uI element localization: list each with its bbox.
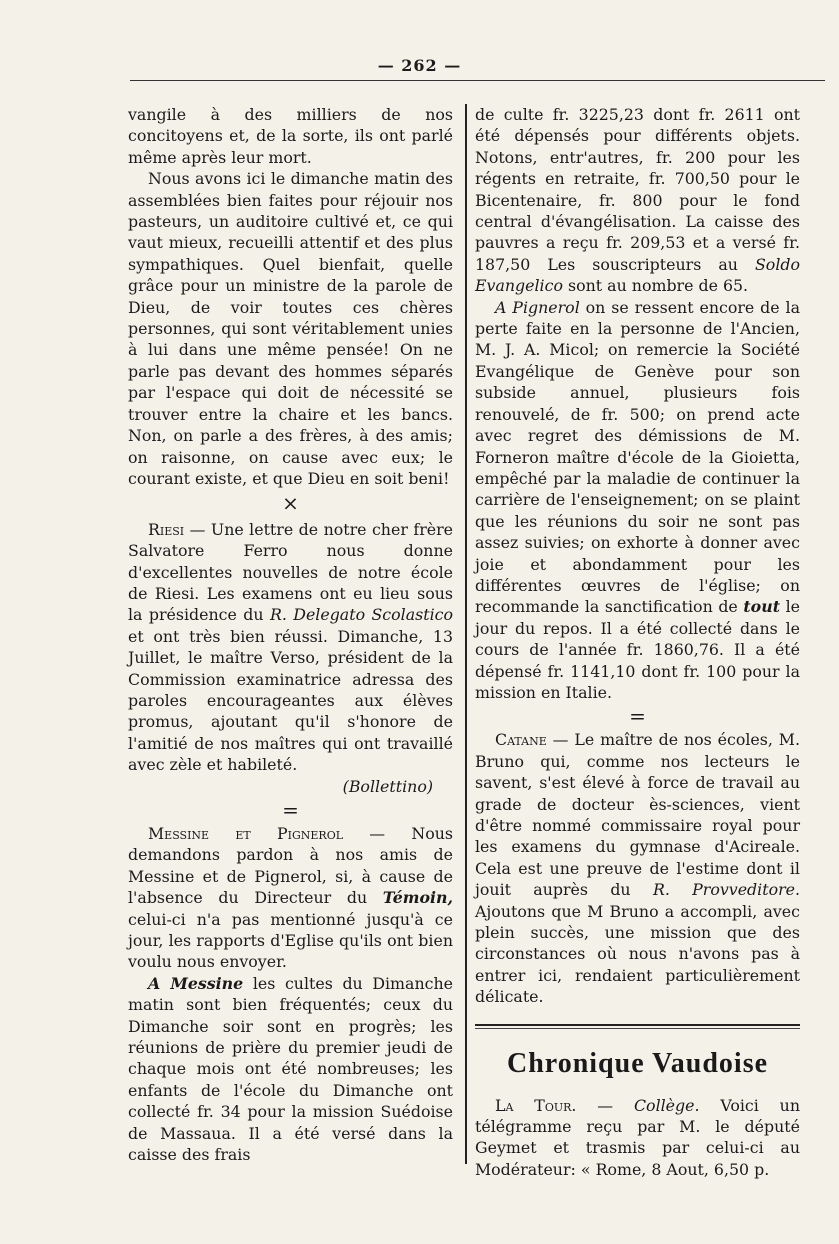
- article-la-tour: La Tour. — Collège. Voici un télégramme reçu par M. le député Geymet et trasmis par celui-ci au Modérateur: « Rome, 8 Aout, 6,50 p.: [475, 1095, 801, 1179]
- section-cross-ornament: ×: [282, 491, 299, 516]
- column-divider: [465, 104, 467, 1164]
- section-heading: Chronique Vaudoise: [506, 1047, 769, 1079]
- right-column: [475, 104, 800, 1180]
- article-catane: Catane — Le maître de nos écoles, M. Bruno qui, comme nos lecteurs le savent, s'est élevé à force de travail au grade de docteur ès-sciences, vient d'être nommé commissaire royal pour les examens du gymnase d'Acireale. Cela est une preuve de l'estime dont il jouit auprès du R. Provveditore. Ajoutons que M Bruno a accompli, avec plein succès, une mission que des circonstances où nous n'avons pas à entrer ici, rendaient particulièrement délicate.: [475, 730, 800, 1007]
- catane-title: Catane: [495, 730, 547, 750]
- header-rule: [130, 80, 825, 81]
- article-messine-report: A Messine les cultes du Dimanche matin sont bien fréquentés; ceux du Dimanche soir sont en progrès; les réunions de prière du premier jeudi de chaque mois ont été nombreuses; les enfants de l'école du Dimanche ont collecté fr. 34 pour la mission Suédoise de Massaua. Il a été versé dans la caisse des frais: [128, 973, 453, 1165]
- messine-title: Messine et Pignerol: [148, 824, 344, 843]
- article-pignerol-report: A Pignerol on se ressent encore de la perte faite en la personne de l'Ancien, M. J. A. Micol; on remercie la Société Evangélique de Genève pour son subside annuel, plusieurs fois renouvelé, de fr. 500; on prend acte avec regret des démissions de M. Forneron maître d'école de la Gioietta, empêché par la maladie de continuer la carrière de l'enseignement; on se plaint que les réunions du soir ne sont pas assez suivies; on exhorte à donner avec joie et abondamment pour les différentes œuvres de l'église; on recommande la sanctification de tout le jour du repos. Il a été collecté dans le cours de l'année fr. 1860,76. Il a été dépensé fr. 1141,10 dont fr. 100 pour la mission en Italie.: [475, 297, 801, 702]
- section-separator: =: [629, 704, 646, 729]
- article-riesi: Riesi — Une lettre de notre cher frère Salvatore Ferro nous donne d'excellentes nouvelles de notre école de Riesi. Les examens ont eu lieu sous la présidence du R. Delegato Scolastico et ont très bien réussi. Dimanche, 13 Juillet, le maître Verso, président de la Commission examinatrice adressa des paroles encourageantes aux élèves promus, ajoutant qu'il s'honore de l'amitié de nos maîtres qui ont travaillé avec zèle et habileté.: [128, 519, 454, 775]
- riesi-source: (Bollettino): [342, 776, 433, 796]
- section-separator: =: [282, 798, 299, 822]
- paragraph-continuation: vangile à des milliers de nos concitoyens et, de la sorte, ils ont parlé même après leur mort.: [128, 105, 453, 167]
- paragraph-continuation-right: de culte fr. 3225,23 dont fr. 2611 ont été dépensés pour différents objets. Notons, entr'autres, fr. 200 pour les régents en retraite, fr. 700,50 pour le Bicentenaire, fr. 800 pour le fond central d'évangélisation. La caisse des pauvres a reçu fr. 209,53 et a versé fr. 187,50 Les souscripteurs au Soldo Evangelico sont au nombre de 65.: [475, 105, 800, 296]
- left-column: [128, 104, 453, 1166]
- article-messine-pignerol: Messine et Pignerol — Nous demandons pardon à nos amis de Messine et de Pignerol, si, à cause de l'absence du Directeur du Témoin, celui-ci n'a pas mentionné jusqu'à ce jour, les rapports d'Eglise qu'ils ont bien voulu nous envoyer.: [128, 824, 453, 972]
- la-tour-title: La Tour.: [495, 1095, 577, 1115]
- page-number: — 262 —: [377, 56, 462, 75]
- riesi-title: Riesi: [148, 519, 185, 539]
- heading-rule: [475, 1024, 800, 1029]
- paragraph-sunday-assemblies: Nous avons ici le dimanche matin des assemblées bien faites pour réjouir nos pasteurs, un auditoire cultivé et, ce qui vaut mieux, recueilli attentif et des plus sympathiques. Quel bienfait, quelle grâce pour un ministre de la parole de Dieu, de voir toutes ces chères personnes, qui sont véritablement unies à lui dans une même pensée! On ne parle pas devant des hommes séparés par l'espace qui doit de nécessité se trouver entre la chaire et les bancs. Non, on parle a des frères, à des amis; on raisonne, on cause avec eux; le courant existe, et que Dieu en soit beni!: [128, 169, 453, 488]
